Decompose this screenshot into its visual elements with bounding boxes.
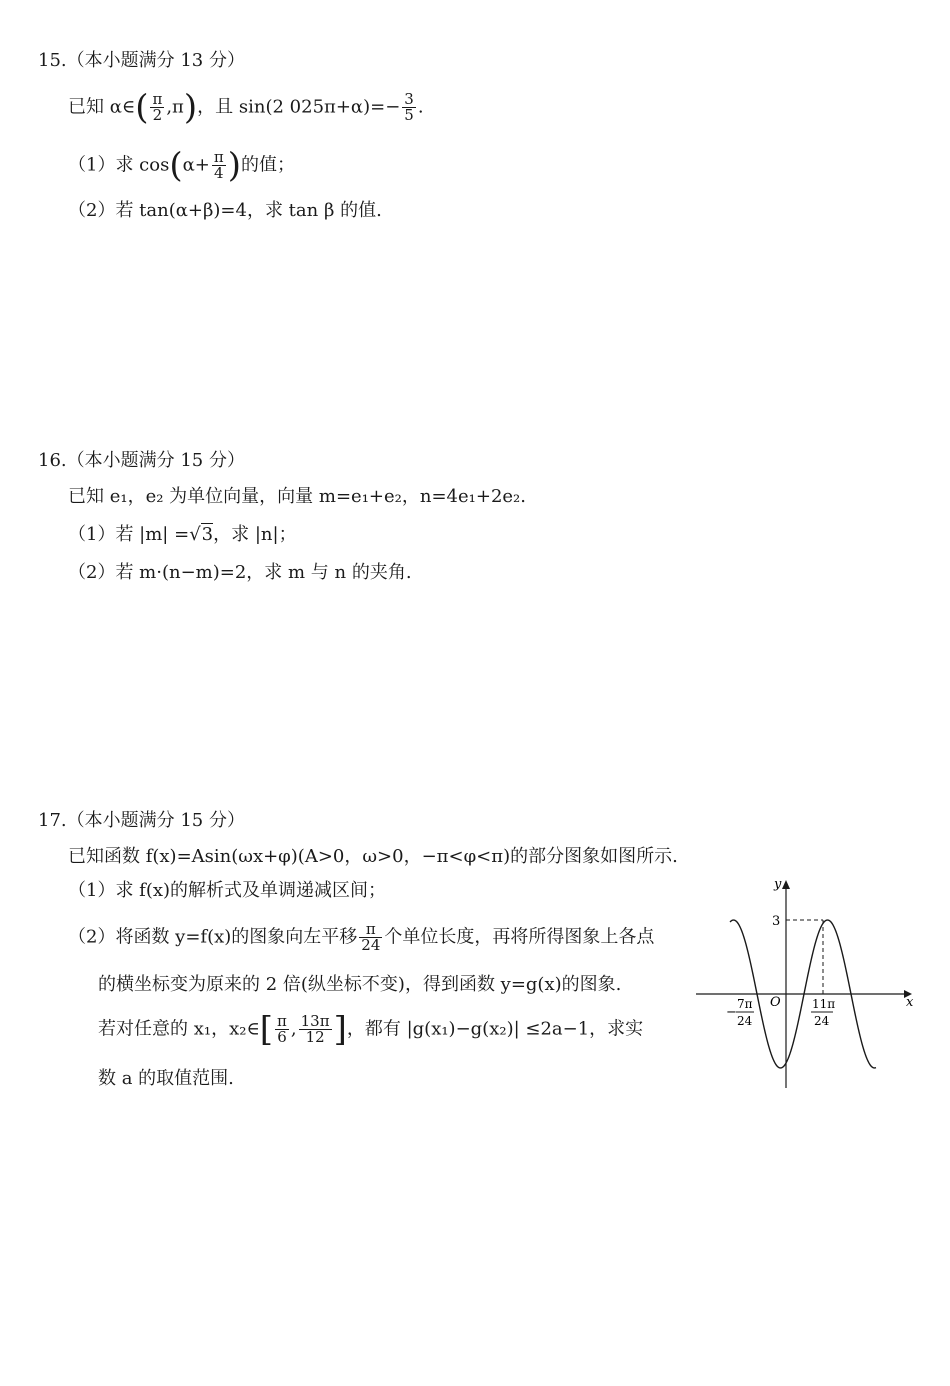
right-paren: ) (183, 87, 198, 128)
origin-label: O (770, 995, 781, 1010)
q17-interval-hi: $\frac{13\pi}{12}$ (300, 1012, 330, 1046)
q17-graph (690, 872, 920, 1092)
q17-p2c-prefix: 若对任意的 x₁，x₂∈ (98, 1018, 260, 1040)
comma: , (290, 1018, 297, 1040)
q15-interval-hi: ,π (166, 96, 184, 118)
q15-p1-prefix: （1）求 cos (68, 154, 170, 176)
q15-part2: （2）若 tan(α+β)=4，求 tan β 的值. (68, 200, 382, 221)
left-paren: ( (135, 87, 149, 128)
q17-p2c-suffix: ，都有 |g(x₁)−g(x₂)| ≤2a−1，求实 (346, 1018, 644, 1040)
q16-p1-prefix: （1）若 |m| = (68, 524, 190, 545)
q17-given: 已知函数 f(x)=Asin(ωx+φ)(A>0，ω>0，−π<φ<π)的部分图象如图所示. (68, 846, 678, 867)
q17-part2-c (98, 1009, 644, 1050)
q15-p1-fraction: $\frac{\pi}{4}$ (213, 148, 224, 182)
q17-part1: （1）求 f(x)的解析式及单调递减区间； (68, 880, 387, 901)
q15-part1 (68, 145, 295, 186)
q17-part2-b: 的横坐标变为原来的 2 倍(纵坐标不变)，得到函数 y=g(x)的图象. (98, 974, 622, 995)
q15-fraction: $\frac{3}{5}$ (404, 90, 414, 124)
q15-given-prefix: 已知 α∈ (68, 96, 136, 118)
q17-p2a-prefix: （2）将函数 y=f(x)的图象向左平移 (68, 926, 358, 948)
q16-p1-sqrt: 3 (201, 524, 214, 545)
q15-given (68, 87, 424, 128)
x-right-num: 11π (812, 997, 836, 1011)
right-paren: ) (227, 145, 241, 186)
q17-shift-fraction: $\frac{\pi}{24}$ (361, 920, 381, 954)
q15-interval-lo: $\frac{\pi}{2}$ (152, 90, 163, 124)
q17-p2a-suffix: 个单位长度，再将所得图象上各点 (384, 926, 655, 948)
y-axis-arrow (782, 880, 790, 889)
q15-p1-arg: α+ (182, 154, 210, 176)
q17-part2-d: 数 a 的取值范围. (98, 1068, 234, 1089)
left-paren: ( (169, 145, 183, 186)
q16-part2: （2）若 m·(n−m)=2，求 m 与 n 的夹角. (68, 562, 412, 583)
y-max-label: 3 (772, 914, 781, 929)
q15-given-end: . (417, 96, 424, 118)
q16-p1-suffix: ，求 |n|； (213, 524, 297, 545)
q15-header: 15.（本小题满分 13 分） (38, 50, 245, 71)
q16-header: 16.（本小题满分 15 分） (38, 450, 245, 471)
q16-part1 (68, 522, 297, 548)
q15-given-mid: ，且 sin(2 025π+α)=− (197, 96, 401, 118)
q17-interval-lo: $\frac{\pi}{6}$ (277, 1012, 287, 1046)
x-right-den: 24 (814, 1014, 830, 1028)
x-left-sign: − (726, 1005, 737, 1020)
right-bracket: ] (333, 1009, 347, 1050)
q17-part2-a (68, 922, 654, 953)
q17-header: 17.（本小题满分 15 分） (38, 810, 245, 831)
sqrt-sign: √ (189, 524, 201, 545)
x-left-den: 24 (737, 1014, 753, 1028)
q15-p1-suffix: 的值； (240, 154, 295, 176)
q16-given: 已知 e₁，e₂ 为单位向量，向量 m=e₁+e₂，n=4e₁+2e₂. (68, 486, 526, 507)
x-axis-label: x (906, 995, 914, 1010)
left-bracket: [ (259, 1009, 274, 1050)
x-left-num: 7π (737, 997, 753, 1011)
y-axis-label: y (774, 877, 782, 892)
